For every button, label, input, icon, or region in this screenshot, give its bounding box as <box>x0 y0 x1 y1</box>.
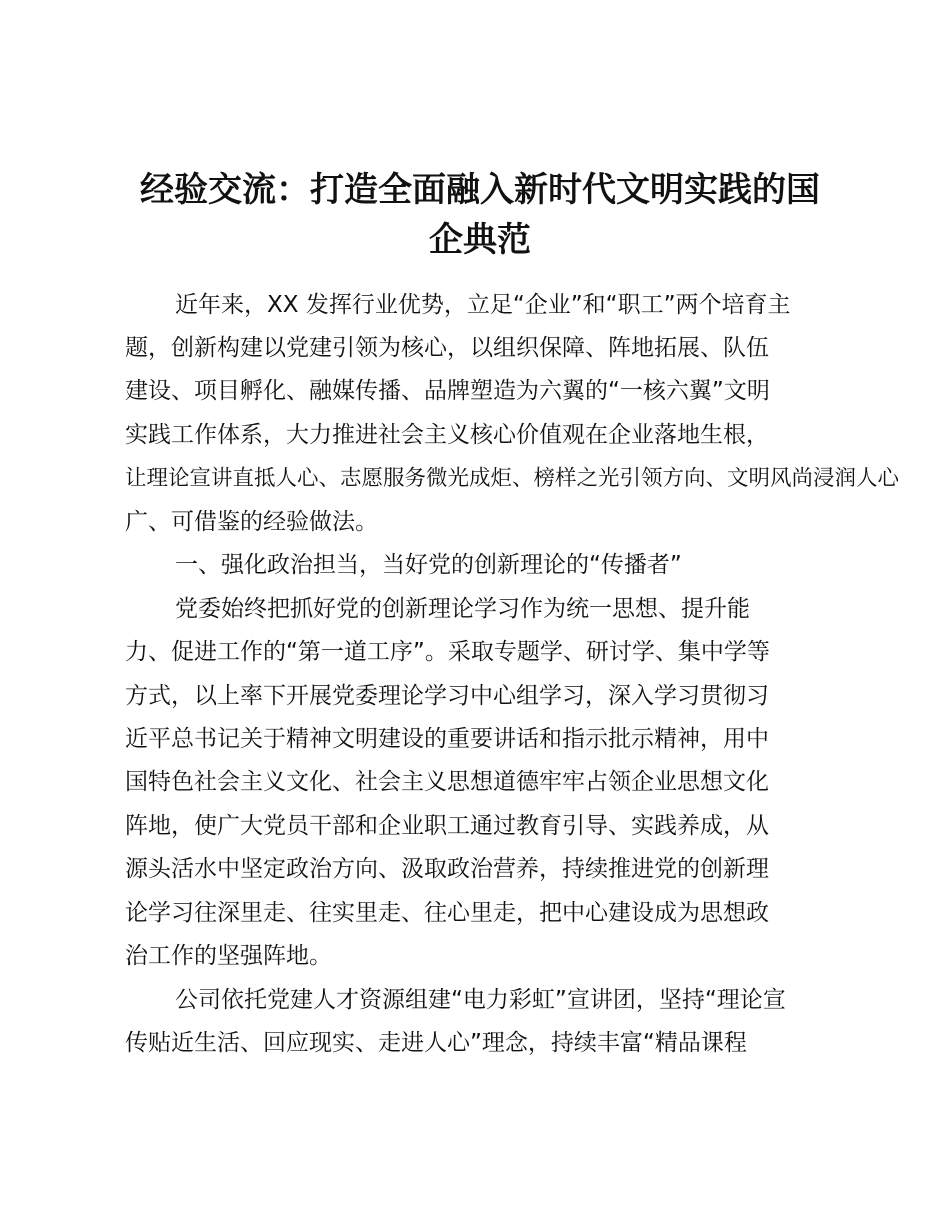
paragraph-line: 方式，以上率下开展党委理论学习中心组学习，深入学习贯彻习 <box>125 683 769 709</box>
paragraph-line: 力、促进工作的“第一道工序”。采取专题学、研讨学、集中学等 <box>125 639 770 665</box>
paragraph-line: 近平总书记关于精神文明建设的重要讲话和指示批示精神，用中 <box>125 726 769 752</box>
document-title-line-2: 企典范 <box>429 220 531 260</box>
paragraph-line: 源头活水中坚定政治方向、汲取政治营养，持续推进党的创新理 <box>125 856 769 882</box>
paragraph-line: 让理论宣讲直抵人心、志愿服务微光成炬、榜样之光引领方向、文明风尚浸润人心 <box>125 466 900 491</box>
paragraph-line: 传贴近生活、回应现实、走进人心”理念，持续丰富“精品课程 <box>125 1030 747 1056</box>
paragraph-line: 国特色社会主义文化、社会主义思想道德牢牢占领企业思想文化 <box>125 769 769 795</box>
paragraph-line: 实践工作体系，大力推进社会主义核心价值观在企业落地生根， <box>125 422 769 448</box>
paragraph-line: 治工作的坚强阵地。 <box>125 943 332 969</box>
paragraph-line: 党委始终把抓好党的创新理论学习作为统一思想、提升能 <box>175 596 750 622</box>
section-heading: 一、强化政治担当，当好党的创新理论的“传播者” <box>175 552 682 578</box>
paragraph-line: 公司依托党建人才资源组建“电力彩虹”宣讲团，坚持“理论宣 <box>175 987 786 1013</box>
document-title-line-1: 经验交流：打造全面融入新时代文明实践的国 <box>140 170 820 210</box>
paragraph-line: 广、可借鉴的经验做法。 <box>125 509 378 535</box>
paragraph-line: 建设、项目孵化、融媒传播、品牌塑造为六翼的“一核六翼”文明 <box>125 378 770 404</box>
paragraph-line: 题，创新构建以党建引领为核心，以组织保障、阵地拓展、队伍 <box>125 335 769 361</box>
paragraph-line: 阵地，使广大党员干部和企业职工通过教育引导、实践养成，从 <box>125 813 769 839</box>
paragraph-line: 近年来，XX 发挥行业优势，立足“企业”和“职工”两个培育主 <box>175 292 791 318</box>
paragraph-line: 论学习往深里走、往实里走、往心里走，把中心建设成为思想政 <box>125 900 769 926</box>
